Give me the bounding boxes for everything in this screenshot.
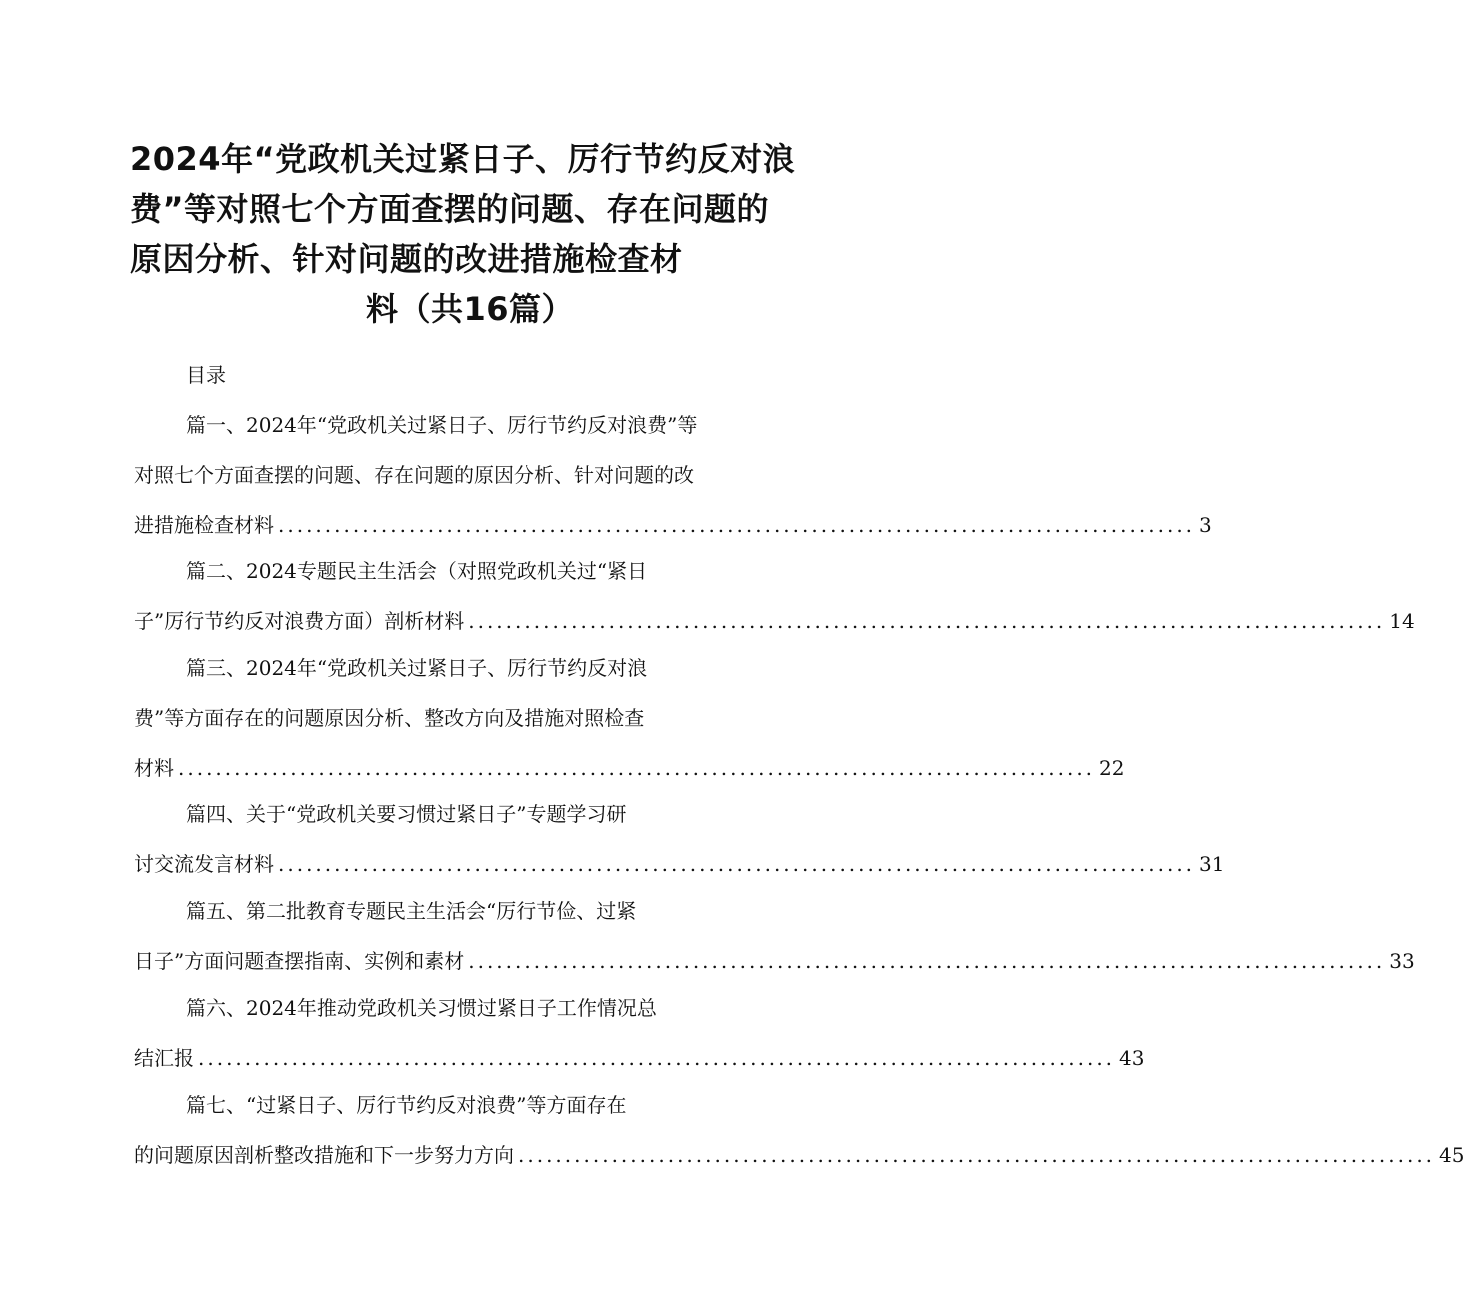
leader-dots: .................................................................................................. bbox=[178, 756, 1096, 780]
toc-entry[interactable] bbox=[134, 556, 1415, 636]
page-number: 43 bbox=[1119, 1046, 1145, 1070]
leader-dots: .................................................................................................. bbox=[468, 949, 1386, 973]
toc-entry-line: 篇二、2024专题民主生活会（对照党政机关过“紧日 bbox=[186, 559, 648, 583]
toc-entry-line: 篇七、“过紧日子、厉行节约反对浪费”等方面存在 bbox=[186, 1093, 627, 1117]
toc-entry-line: 篇六、2024年推动党政机关习惯过紧日子工作情况总 bbox=[186, 996, 657, 1020]
leader-dots: .................................................................................................. bbox=[518, 1143, 1436, 1167]
toc-entry-line: 讨交流发言材料 bbox=[134, 852, 274, 876]
toc-entry-line: 子”厉行节约反对浪费方面）剖析材料 bbox=[134, 609, 465, 633]
page-number: 3 bbox=[1199, 513, 1212, 537]
toc-entry-line: 材料 bbox=[134, 756, 174, 780]
toc-entry[interactable] bbox=[134, 653, 1125, 783]
toc-entry-last-line bbox=[134, 849, 1225, 879]
document-title bbox=[130, 134, 810, 334]
toc-entry-line: 进措施检查材料 bbox=[134, 513, 274, 537]
toc-entry-line: 费”等方面存在的问题原因分析、整改方向及措施对照检查 bbox=[134, 706, 645, 730]
page-number: 14 bbox=[1389, 609, 1415, 633]
toc-entry-line: 篇五、第二批教育专题民主生活会“厉行节俭、过紧 bbox=[186, 899, 637, 923]
title-line: 原因分析、针对问题的改进措施检查材 bbox=[130, 240, 683, 278]
leader-dots: .................................................................................................. bbox=[198, 1046, 1116, 1070]
toc-entry[interactable] bbox=[134, 1090, 1464, 1170]
title-line: 料（共16篇） bbox=[365, 290, 575, 328]
leader-dots: .................................................................................................. bbox=[278, 852, 1196, 876]
toc-entry-last-line bbox=[134, 753, 1125, 783]
toc-entry-last-line bbox=[134, 510, 1212, 540]
toc-entry[interactable] bbox=[134, 896, 1415, 976]
toc-entry-last-line bbox=[134, 946, 1415, 976]
toc-entry-line: 对照七个方面查摆的问题、存在问题的原因分析、针对问题的改 bbox=[134, 463, 694, 487]
page-number: 31 bbox=[1199, 852, 1225, 876]
leader-dots: .................................................................................................. bbox=[468, 609, 1386, 633]
toc-entry-line: 篇三、2024年“党政机关过紧日子、厉行节约反对浪 bbox=[186, 656, 648, 680]
toc-entry-last-line bbox=[134, 606, 1415, 636]
toc-entry-line: 日子”方面问题查摆指南、实例和素材 bbox=[134, 949, 465, 973]
toc-entry-last-line bbox=[134, 1140, 1464, 1170]
toc-entry-line: 篇一、2024年“党政机关过紧日子、厉行节约反对浪费”等 bbox=[186, 413, 698, 437]
toc-entry[interactable] bbox=[134, 410, 1212, 540]
title-line: 费”等对照七个方面查摆的问题、存在问题的 bbox=[130, 190, 770, 228]
toc-entry[interactable] bbox=[134, 799, 1225, 879]
toc-heading: 目录 bbox=[186, 363, 226, 387]
toc-entry-line: 结汇报 bbox=[134, 1046, 194, 1070]
leader-dots: .................................................................................................. bbox=[278, 513, 1196, 537]
title-line: 2024年“党政机关过紧日子、厉行节约反对浪 bbox=[130, 140, 796, 178]
toc-entry-line: 的问题原因剖析整改措施和下一步努力方向 bbox=[134, 1143, 514, 1167]
page-number: 33 bbox=[1389, 949, 1415, 973]
toc-entry[interactable] bbox=[134, 993, 1145, 1073]
page-number: 45 bbox=[1439, 1143, 1464, 1167]
toc-entry-line: 篇四、关于“党政机关要习惯过紧日子”专题学习研 bbox=[186, 802, 627, 826]
page-number: 22 bbox=[1099, 756, 1125, 780]
toc-entry-last-line bbox=[134, 1043, 1145, 1073]
